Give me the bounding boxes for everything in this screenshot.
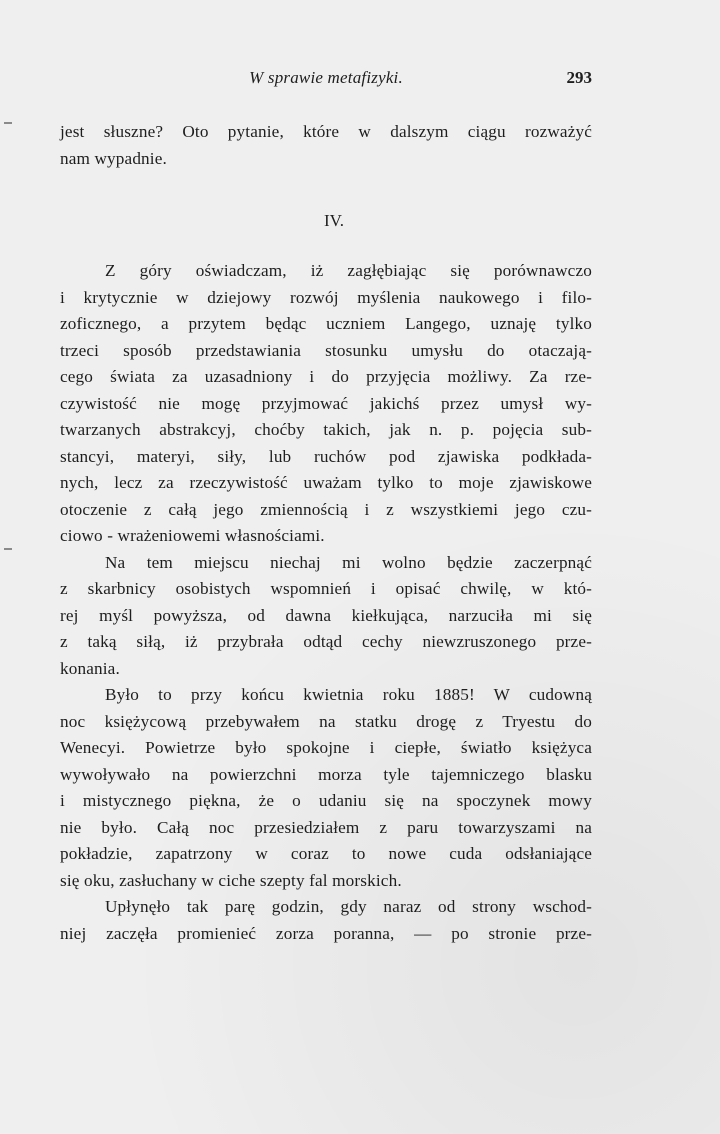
paragraph	[60, 682, 592, 894]
text-line: stancyi, materyi, siły, lub ruchów pod zjawiska podkłada-	[60, 446, 592, 466]
text-line: zoficznego, a przytem będąc uczniem Langego, uznaję tylko	[60, 314, 592, 333]
section-heading: IV.	[324, 211, 344, 230]
text-line: niej zaczęła promienieć zorza poranna, — po stronie prze-	[60, 923, 592, 943]
intro-text	[60, 119, 592, 172]
text-line: z taką siłą, iż przybrała odtąd cechy niewzruszonego prze-	[60, 632, 592, 651]
text-line: konania.	[60, 658, 120, 678]
text-line: i krytycznie w dziejowy rozwój myślenia naukowego i filo-	[60, 287, 592, 307]
text-line: otoczenie z całą jego zmiennością i z wszystkiemi jego czu-	[60, 499, 592, 519]
text-line: nie było. Całą noc przesiedziałem z paru towarzyszami na	[60, 817, 592, 837]
text-line: Z góry oświadczam, iż zagłębiając się porównawczo	[105, 261, 592, 280]
text-line: wywoływało na powierzchni morza tyle tajemniczego blasku	[60, 764, 592, 784]
text-line: jest słuszne? Oto pytanie, które w dalszym ciągu rozważyć	[60, 122, 592, 141]
paragraph	[60, 258, 592, 550]
text-line: nam wypadnie.	[60, 148, 167, 168]
text-line: pokładzie, zapatrzony w coraz to nowe cuda odsłaniające	[60, 844, 592, 863]
text-line: cego świata za uzasadniony i do przyjęcia możliwy. Za rze-	[60, 367, 592, 386]
text-line: rej myśl powyższa, od dawna kiełkująca, narzuciła mi się	[60, 605, 592, 625]
page-header	[60, 68, 592, 94]
text-line: czywistość nie mogę przyjmować jakichś przez umysł wy-	[60, 393, 592, 413]
text-line: ciowo - wrażeniowemi własnościami.	[60, 526, 325, 545]
text-line: i mistycznego piękna, że o udaniu się na spoczynek mowy	[60, 791, 592, 810]
text-line: trzeci sposób przedstawiania stosunku umysłu do otaczają-	[60, 340, 592, 360]
text-line: Wenecyi. Powietrze było spokojne i ciepłe, światło księżyca	[60, 738, 592, 757]
text-line: z skarbnicy osobistych wspomnień i opisać chwilę, w któ-	[60, 579, 592, 598]
page-number: 293	[566, 68, 592, 87]
text-line: się oku, zasłuchany w ciche szepty fal morskich.	[60, 870, 402, 890]
running-title: W sprawie metafizyki.	[249, 68, 403, 87]
paragraph	[60, 550, 592, 683]
text-line: twarzanych abstrakcyj, choćby takich, jak n. p. pojęcia sub-	[60, 420, 592, 439]
text-line: noc księżycową przebywałem na statku drogę z Tryestu do	[60, 711, 592, 731]
text-line: Było to przy końcu kwietnia roku 1885! W cudowną	[105, 685, 592, 704]
body-text	[60, 258, 592, 947]
margin-mark	[4, 548, 12, 550]
text-line: nych, lecz za rzeczywistość uważam tylko to moje zjawiskowe	[60, 473, 592, 492]
text-line: Upłynęło tak parę godzin, gdy naraz od strony wschod-	[105, 897, 592, 916]
text-line: Na tem miejscu niechaj mi wolno będzie zaczerpnąć	[105, 552, 592, 572]
paragraph	[60, 894, 592, 947]
margin-mark	[4, 122, 12, 124]
